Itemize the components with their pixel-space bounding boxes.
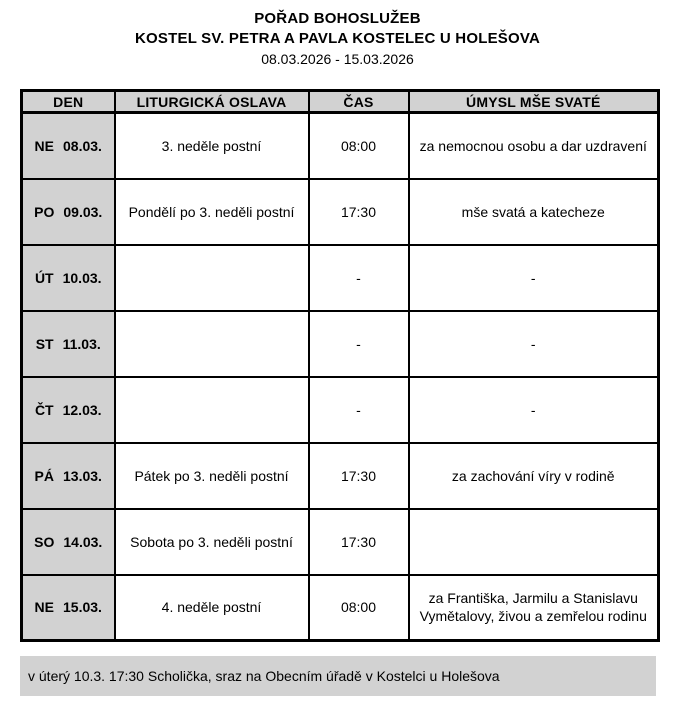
day-cell (22, 245, 115, 311)
intention-cell: za zachování víry v rodině (409, 443, 659, 509)
intention-cell (409, 509, 659, 575)
table-row (22, 179, 659, 245)
time-cell: 17:30 (309, 509, 409, 575)
day-date: 14.03. (63, 533, 103, 550)
day-abbreviation: ÚT (34, 269, 54, 286)
day-abbreviation: ST (35, 335, 54, 352)
table-row (22, 113, 659, 179)
time-cell: 17:30 (309, 443, 409, 509)
column-header-time: ČAS (309, 91, 409, 113)
table-row (22, 509, 659, 575)
day-abbreviation: NE (34, 599, 54, 616)
day-date: 11.03. (62, 335, 101, 352)
column-header-celebration: LITURGICKÁ OSLAVA (115, 91, 309, 113)
day-abbreviation: SO (34, 533, 55, 550)
document-header (0, 0, 675, 69)
day-date: 13.03. (63, 467, 102, 484)
intention-cell: - (409, 311, 659, 377)
day-cell (22, 113, 115, 179)
table-row (22, 575, 659, 641)
celebration-cell: Pátek po 3. neděli postní (115, 443, 309, 509)
day-date: 12.03. (62, 401, 102, 418)
intention-cell: za nemocnou osobu a dar uzdravení (409, 113, 659, 179)
day-abbreviation: PÁ (34, 467, 54, 484)
header-row (22, 91, 659, 113)
time-cell: 08:00 (309, 575, 409, 641)
time-cell: 08:00 (309, 113, 409, 179)
celebration-cell: 4. neděle postní (115, 575, 309, 641)
time-cell: - (309, 311, 409, 377)
day-cell (22, 575, 115, 641)
day-abbreviation: NE (34, 137, 54, 154)
day-cell (22, 377, 115, 443)
announcement-bar (20, 656, 656, 696)
celebration-cell: Pondělí po 3. neděli postní (115, 179, 309, 245)
celebration-cell: Sobota po 3. neděli postní (115, 509, 309, 575)
intention-cell: za Františka, Jarmilu a Stanislavu Vymětalovy, živou a zemřelou rodinu (409, 575, 659, 641)
page-title: POŘAD BOHOSLUŽEB (254, 10, 421, 27)
day-cell (22, 509, 115, 575)
day-cell (22, 443, 115, 509)
celebration-cell: 3. neděle postní (115, 113, 309, 179)
day-date: 08.03. (63, 137, 102, 154)
schedule-body (22, 113, 659, 641)
column-header-intention: ÚMYSL MŠE SVATÉ (409, 91, 659, 113)
date-range: 08.03.2026 - 15.03.2026 (261, 51, 414, 67)
intention-cell: - (409, 245, 659, 311)
day-cell (22, 311, 115, 377)
time-cell: 17:30 (309, 179, 409, 245)
celebration-cell (115, 245, 309, 311)
day-cell (22, 179, 115, 245)
day-date: 10.03. (62, 269, 102, 286)
day-abbreviation: PO (34, 203, 55, 220)
table-row (22, 377, 659, 443)
church-name: KOSTEL SV. PETRA A PAVLA KOSTELEC U HOLEŠOVA (135, 30, 540, 47)
celebration-cell (115, 311, 309, 377)
time-cell: - (309, 377, 409, 443)
services-table (20, 89, 660, 642)
table-row (22, 245, 659, 311)
announcement-text: v úterý 10.3. 17:30 Scholička, sraz na Obecním úřadě v Kostelci u Holešova (28, 668, 500, 684)
table-row (22, 443, 659, 509)
intention-cell: mše svatá a katecheze (409, 179, 659, 245)
celebration-cell (115, 377, 309, 443)
table-header (22, 91, 659, 113)
time-cell: - (309, 245, 409, 311)
intention-cell: - (409, 377, 659, 443)
column-header-day: DEN (22, 91, 115, 113)
table-row (22, 311, 659, 377)
day-date: 15.03. (63, 599, 102, 616)
day-abbreviation: ČT (34, 401, 54, 418)
day-date: 09.03. (63, 203, 103, 220)
